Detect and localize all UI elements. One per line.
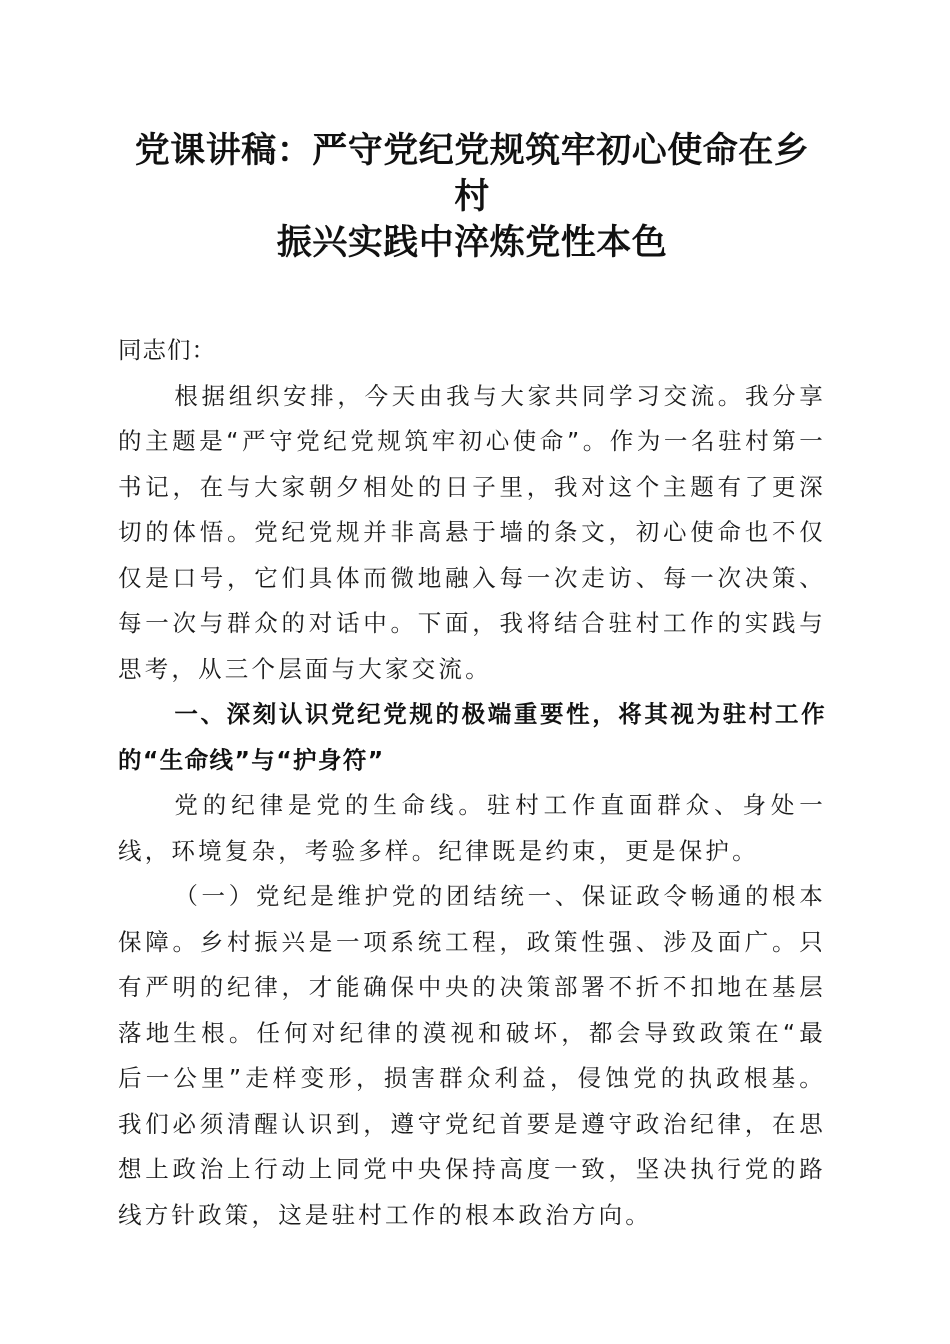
salutation: 同志们： [118,336,216,364]
intro-paragraph: 根据组织安排，今天由我与大家共同学习交流。我分享的主题是“严守党纪党规筑牢初心使命”。作为一名驻村第一书记，在与大家朝夕相处的日子里，我对这个主题有了更深切的体悟。党纪党规并非高悬于墙的条文，初心使命也不仅仅是口号，它们具体而微地融入每一次走访、每一次决策、每一次与群众的对话中。下面，我将结合驻村工作的实践与思考，从三个层面与大家交流。 [118,381,826,683]
title-line-2: 振兴实践中淬炼党性本色 [276,222,668,263]
document-title [118,128,826,266]
section-1-item-1-paragraph: （一）党纪是维护党的团结统一、保证政令畅通的根本保障。乡村振兴是一项系统工程，政策性强、涉及面广。只有严明的纪律，才能确保中央的决策部署不折不扣地在基层落地生根。任何对纪律的漠视和破坏，都会导致政策在“最后一公里”走样变形，损害群众利益，侵蚀党的执政根基。我们必须清醒认识到，遵守党纪首要是遵守政治纪律，在思想上政治上行动上同党中央保持高度一致，坚决执行党的路线方针政策，这是驻村工作的根本政治方向。 [118,882,826,1229]
title-line-1: 党课讲稿：严守党纪党规筑牢初心使命在乡村 [134,130,810,217]
section-1-heading: 一、深刻认识党纪党规的极端重要性，将其视为驻村工作的“生命线”与“护身符” [118,700,826,774]
section-1-intro-paragraph: 党的纪律是党的生命线。驻村工作直面群众、身处一线，环境复杂，考验多样。纪律既是约束，更是保护。 [118,791,826,865]
